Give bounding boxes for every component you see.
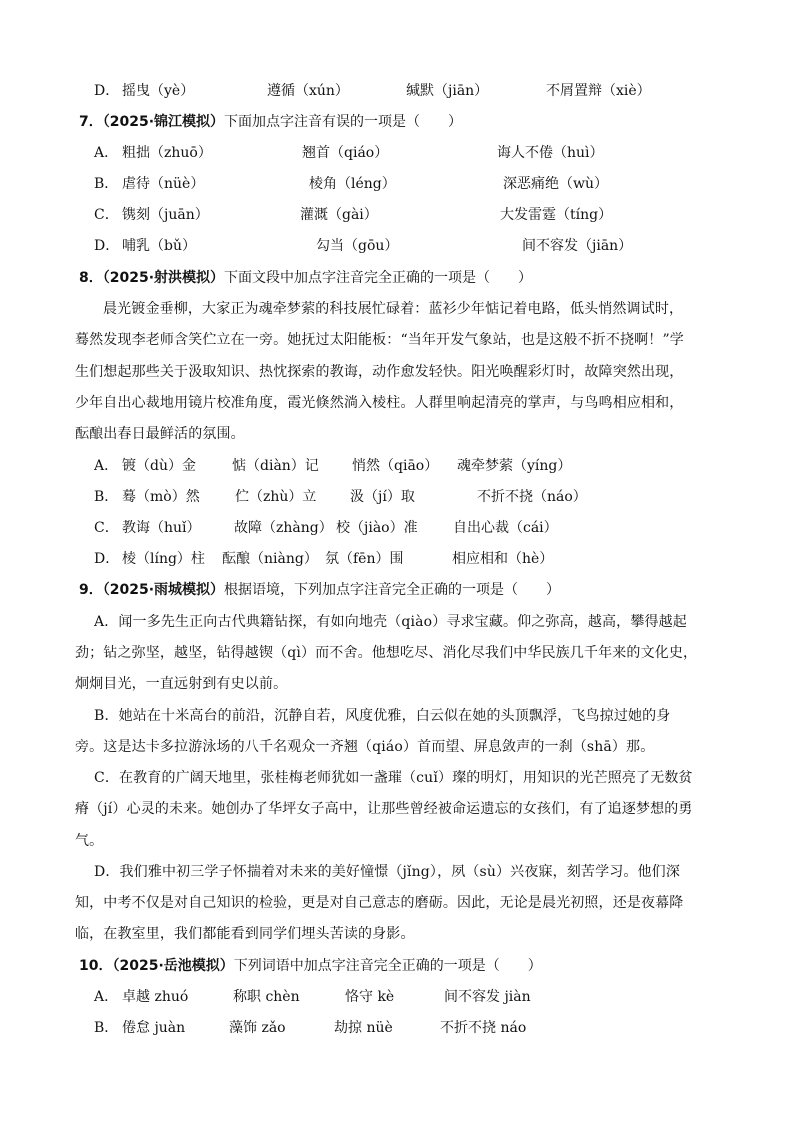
q7-option-d-letter: D． (94, 238, 120, 254)
q7-option-c-item-3: 大发雷霆（tíng） (500, 207, 613, 223)
q8-option-b-item-3: 汲（jí）取 (350, 489, 415, 505)
q7-option-b-item-3: 深恶痛绝（wù） (503, 176, 608, 192)
q7-option-b-item-1: 虐待（nüè） (122, 176, 205, 192)
q9-option-a-line-2: 劲；钻之弥坚，越坚，钻得越锲（qì）而不舍。他想吃尽、消化尽我们中华民族几千年来的文化史， (75, 645, 698, 661)
q9-option-d-line-1: D．我们雅中初三学子怀揣着对未来的美好憧憬（jǐng），夙（sù）兴夜寐，刻苦学习。他们深 (94, 864, 680, 880)
q8-option-c-letter: C． (94, 520, 119, 536)
q8-option-a-item-3: 悄然（qiāo） (352, 458, 439, 474)
q6-option-d-item-2: 遵循（xún） (267, 83, 349, 99)
question-9-heading (79, 580, 560, 600)
q7-option-a-letter: A． (94, 145, 119, 161)
question-number: 7． (79, 114, 103, 130)
q9-option-b-line-2: 旁。这是达卡多拉游泳场的八千名观众一齐翘（qiáo）首而望、屏息敛声的一刹（shā）那。 (75, 739, 655, 755)
q8-option-a-item-1: 镀（dù）金 (122, 458, 196, 474)
question-number: 8． (79, 270, 103, 286)
q10-option-b-item-2: 藻饰 zǎo (229, 1020, 286, 1036)
q8-option-c-item-2: 故障（zhàng） (234, 520, 333, 536)
q8-option-d-letter: D． (94, 551, 120, 567)
question-stem: 下面文段中加点字注音完全正确的一项是（ ） (224, 270, 533, 286)
q8-passage-line-4: 少年自出心裁地用镜片校准角度，霞光倏然淌入棱柱。人群里响起清亮的掌声，与鸟鸣相应相和， (75, 395, 684, 411)
q10-option-b-item-4: 不折不挠 náo (440, 1020, 527, 1036)
q10-option-b-item-3: 劫掠 nüè (334, 1020, 393, 1036)
q8-option-a-letter: A． (94, 458, 119, 474)
q8-option-c-item-1: 教诲（huǐ） (122, 520, 201, 536)
question-source: （2025·射洪模拟） (102, 270, 225, 286)
q6-option-d-letter: D． (94, 83, 120, 99)
q8-passage-line-3: 生们想起那些关于汲取知识、热忱探索的教诲，动作愈发轻快。阳光唤醒彩灯时，故障突然出现， (75, 364, 684, 380)
q7-option-c-item-2: 灌溉（gài） (300, 207, 378, 223)
question-number: 9． (79, 582, 103, 598)
q7-option-b-letter: B． (94, 176, 119, 192)
q10-option-a-item-1: 卓越 zhuó (122, 989, 189, 1005)
q8-option-b-item-1: 蓦（mò）然 (122, 489, 200, 505)
q8-passage-line-5: 酝酿出春日最鲜活的氛围。 (75, 426, 245, 442)
q9-option-a-line-3: 炯炯目光，一直远射到有史以前。 (75, 676, 288, 692)
question-source: （2025·雨城模拟） (102, 582, 225, 598)
q10-option-b-item-1: 倦怠 juàn (122, 1020, 186, 1036)
q6-option-d-item-4: 不屑置辩（xiè） (546, 83, 651, 99)
question-source: （2025·岳池模拟） (112, 958, 234, 974)
q8-passage-line-2: 蓦然发现李老师含笑伫立在一旁。她抚过太阳能板：“当年开发气象站，也是这般不折不挠啊！”学 (75, 332, 684, 348)
q7-option-a-item-3: 诲人不倦（huì） (497, 145, 604, 161)
q9-option-d-line-2: 知，中考不仅是对自己知识的检验，更是对自己意志的磨砺。因此，无论是晨光初照，还是夜幕降 (75, 895, 684, 911)
q9-option-d-line-3: 临，在教室里，我们都能看到同学们埋头苦读的身影。 (75, 926, 415, 942)
question-stem: 根据语境，下列加点字注音完全正确的一项是（ ） (224, 582, 561, 598)
q8-option-d-item-2: 酝酿（niàng） (222, 551, 318, 567)
question-number: 10． (79, 958, 113, 974)
q7-option-d-item-1: 哺乳（bǔ） (122, 238, 196, 254)
q8-option-b-letter: B． (94, 489, 119, 505)
q8-option-d-item-3: 氛（fēn）围 (325, 551, 404, 567)
question-stem: 下面加点字注音有误的一项是（ ） (224, 114, 463, 130)
q10-option-a-letter: A． (94, 989, 119, 1005)
q7-option-d-item-3: 间不容发（jiān） (522, 238, 633, 254)
q9-option-c-line-2: 瘠（jí）心灵的未来。她创办了华坪女子高中，让那些曾经被命运遗忘的女孩们，有了追逐梦想的勇 (75, 801, 693, 817)
q10-option-a-item-4: 间不容发 jiàn (444, 989, 531, 1005)
q8-option-b-item-2: 伫（zhù）立 (235, 489, 317, 505)
q10-option-b-letter: B． (94, 1020, 119, 1036)
q9-option-c-line-1: C．在教育的广阔天地里，张桂梅老师犹如一盏璀（cuǐ）璨的明灯，用知识的光芒照亮了无数贫 (94, 770, 693, 786)
q8-option-b-item-4: 不折不挠（náo） (477, 489, 587, 505)
q10-option-a-item-3: 恪守 kè (345, 989, 395, 1005)
q9-option-a-line-1: A．闻一多先生正向古代典籍钻探，有如向地壳（qiào）寻求宝藏。仰之弥高，越高，攀得越起 (94, 614, 687, 630)
q7-option-a-item-2: 翘首（qiáo） (302, 145, 389, 161)
q6-option-d-item-1: 摇曳（yè） (122, 83, 195, 99)
q8-passage-line-1: 晨光镀金垂柳，大家正为魂牵梦萦的科技展忙碌着：蓝衫少年惦记着电路，低头悄然调试时， (103, 301, 684, 317)
q10-option-a-item-2: 称职 chèn (233, 989, 300, 1005)
question-8-heading (79, 268, 532, 288)
q6-option-d-item-3: 缄默（jiān） (406, 83, 489, 99)
question-stem: 下列词语中加点字注音完全正确的一项是（ ） (233, 958, 542, 974)
q9-option-b-line-1: B．她站在十米高台的前沿，沉静自若，风度优雅，白云似在她的头顶飘浮，飞鸟掠过她的身 (94, 708, 671, 724)
q8-option-c-item-3: 校（jiào）准 (336, 520, 418, 536)
q7-option-c-letter: C． (94, 207, 119, 223)
q7-option-b-item-2: 棱角（léng） (309, 176, 396, 192)
q7-option-a-item-1: 粗拙（zhuō） (122, 145, 212, 161)
q8-option-d-item-4: 相应相和（hè） (452, 551, 554, 567)
question-source: （2025·锦江模拟） (102, 114, 225, 130)
q7-option-d-item-2: 勾当（gōu） (316, 238, 399, 254)
q9-option-c-line-3: 气。 (75, 833, 104, 849)
question-7-heading (79, 112, 462, 132)
q8-option-a-item-2: 惦（diàn）记 (232, 458, 319, 474)
q7-option-c-item-1: 镌刻（juān） (122, 207, 209, 223)
q8-option-a-item-4: 魂牵梦萦（yíng） (457, 458, 572, 474)
q8-option-d-item-1: 棱（líng）柱 (122, 551, 205, 567)
q8-option-c-item-4: 自出心裁（cái） (453, 520, 558, 536)
question-10-heading (79, 956, 542, 976)
